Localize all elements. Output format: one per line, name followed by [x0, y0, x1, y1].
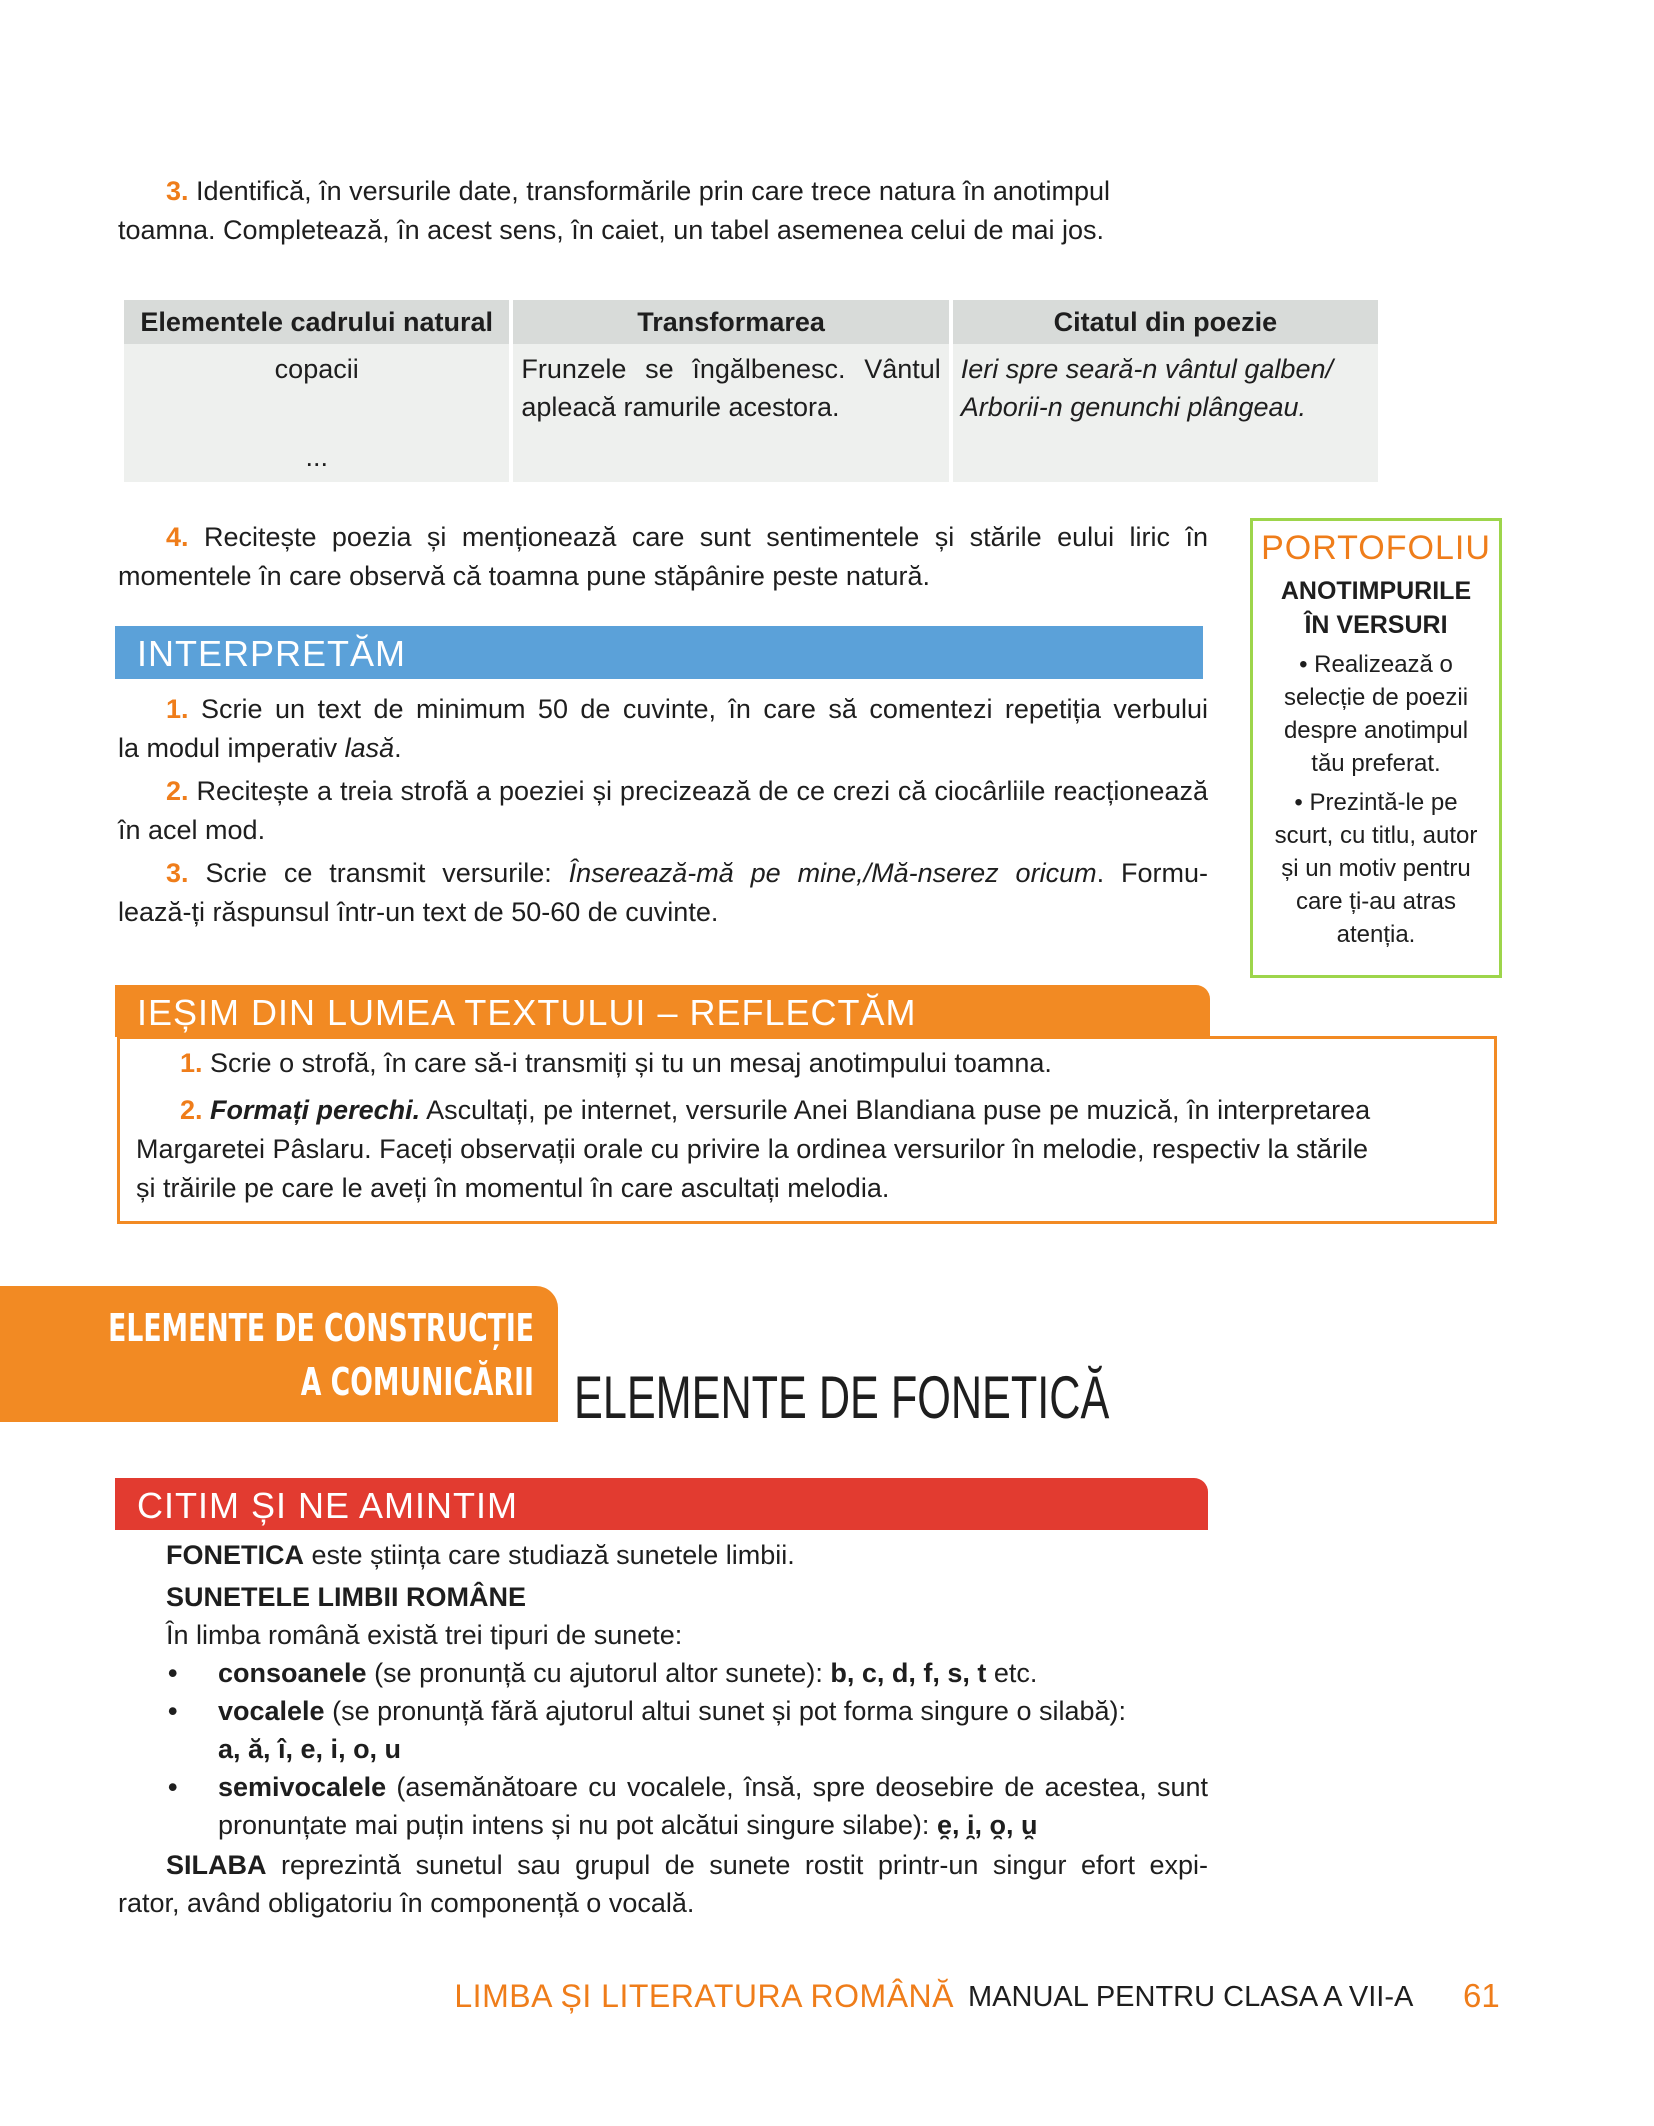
- exercise-number: 3.: [166, 858, 189, 888]
- chapter-title: ELEMENTE DE FONETICĂ: [574, 1364, 1110, 1431]
- exercise-text: Ascultați, pe internet, versurile Anei Blandiana puse pe muzică, în interpretarea: [420, 1095, 1371, 1125]
- portfolio-subtitle: ANOTIMPURILE ÎN VERSURI: [1280, 577, 1472, 639]
- exercise-3: [118, 172, 1208, 250]
- section-title: CITIM ȘI NE AMINTIM: [137, 1485, 519, 1526]
- list-item: • consoanele (se pronunță cu ajutorul altor sunete): b, c, d, f, s, t etc.: [166, 1654, 1208, 1692]
- table-cell: [953, 432, 1378, 482]
- table-row: [124, 344, 1378, 432]
- exercise-number: 2.: [166, 776, 189, 806]
- table-cell: [513, 432, 948, 482]
- exercise-text-line2: Margaretei Pâslaru. Faceți observații orale cu privire la ordinea versurilor în melodie, respectiv la stările: [136, 1134, 1369, 1164]
- exercise-text-line2: în acel mod.: [118, 815, 266, 845]
- intro-text: În limba română există trei tipuri de sunete:: [166, 1620, 683, 1650]
- term-fonetica: FONETICA: [166, 1540, 304, 1570]
- list-item: • semivocalele (asemănătoare cu vocalele, însă, spre deosebire de acestea, sunt pronunțate mai puțin intens și nu pot alcătui singure silabe): e̯, i̯, o̯, u̯: [166, 1768, 1208, 1844]
- emphasis: Formați perechi.: [210, 1095, 421, 1125]
- section-header-interpretam: [115, 626, 1203, 679]
- exercise-text-line2: la modul imperativ lasă.: [118, 733, 402, 763]
- exercise-text-line3: și trăirile pe care le aveți în momentul în care ascultați melodia.: [136, 1173, 890, 1203]
- exercise-number: 4.: [166, 522, 189, 552]
- section-header-reflectam: [115, 985, 1210, 1037]
- section-header-citim: [115, 1478, 1208, 1530]
- footer-manual: MANUAL PENTRU CLASA A VII-A: [968, 1981, 1414, 2013]
- exercise-number: 1.: [166, 694, 189, 724]
- exercise-text-line2: toamna. Completează, în acest sens, în caiet, un tabel asemenea celui de mai jos.: [118, 215, 1105, 245]
- section-title: IEȘIM DIN LUMEA TEXTULUI – REFLECTĂM: [137, 992, 917, 1033]
- page-number: 61: [1463, 1977, 1500, 2014]
- table-header: Citatul din poezie: [953, 300, 1378, 344]
- exercise-text: Scrie un text de minimum 50 de cuvinte, în care să comentezi repetiția verbului: [201, 694, 1208, 724]
- portfolio-item: • Realizează o selecție de poezii despre anotimpul tău preferat.: [1283, 651, 1469, 777]
- portfolio-box: [1250, 518, 1502, 978]
- term-silaba: SILABA: [166, 1850, 267, 1880]
- transformations-table: [120, 300, 1382, 482]
- exercise-text-line2: lează-ți răspunsul într-un text de 50-60 de cuvinte.: [118, 897, 719, 927]
- exercise-4: [118, 518, 1208, 596]
- table-cell: Ieri spre seară-n vântul galben/ Arborii-n genunchi plângeau.: [953, 344, 1378, 432]
- table-cell: ...: [124, 432, 509, 482]
- exercise-text: Identifică, în versurile date, transformările prin care trece natura în anotimpul: [196, 176, 1110, 206]
- chapter-tab-line1: ELEMENTE DE CONSTRUCȚIE: [108, 1306, 534, 1350]
- interpretam-list: 1. Scrie un text de minimum 50 de cuvinte, în care să comentezi repetiția verbului la modul imperativ lasă. 2. Recitește a treia strofă a poeziei și precizează de ce crezi că ciocârliile reacționează în acel mod. 3. Scrie ce transmit versurile: Înserează-mă pe mine,/Mă-nserez oricum. Formu- lează-ți răspunsul într-un text de 50-60 de cuvinte.: [118, 690, 1208, 932]
- sound-types-list: [166, 1654, 1208, 1844]
- chapter-tab: [0, 1286, 558, 1422]
- exercise-number: 3.: [166, 176, 189, 206]
- silaba-line2: rator, având obligatoriu în componență o vocală.: [118, 1888, 695, 1918]
- subheading: SUNETELE LIMBII ROMÂNE: [166, 1582, 527, 1612]
- exercise-text: Recitește a treia strofă a poeziei și precizează de ce crezi că ciocârliile reacționează: [196, 776, 1208, 806]
- table-cell: copacii: [124, 344, 509, 432]
- exercise-text-line2: momentele în care observă că toamna pune stăpânire peste natură.: [118, 561, 930, 591]
- table-row: [124, 432, 1378, 482]
- exercise-number: 1.: [180, 1048, 203, 1078]
- table-header: Transformarea: [513, 300, 948, 344]
- portfolio-item: • Prezintă-le pe scurt, cu titlu, autor și un motiv pentru care ți-au atras atenția.: [1274, 789, 1478, 948]
- list-item: • vocalele (se pronunță fără ajutorul altui sunet și pot forma singure o silabă): a, ă, î, e, i, o, u: [166, 1692, 1208, 1768]
- exercise-number: 2.: [180, 1095, 203, 1125]
- table-header: Elementele cadrului natural: [124, 300, 509, 344]
- table-cell: Frunzele se îngălbenesc. Vântul apleacă ramurile acestora.: [513, 344, 948, 432]
- portfolio-title: PORTOFOLIU: [1261, 529, 1491, 567]
- exercise-text: Recitește poezia și menționează care sunt sentimentele și stările eului liric în: [203, 522, 1208, 552]
- reflectam-list: [136, 1044, 1484, 1208]
- citim-content: FONETICA este știința care studiază sunetele limbii. SUNETELE LIMBII ROMÂNE În limba română există trei tipuri de sunete: • consoanele (se pronunță cu ajutorul altor sunete): b, c, d, f, s, t etc. • vocalele (se pronunță fără ajutorul altui sunet și pot forma singure o silabă): a, ă, î, e, i, o, u • semivocalele (asemănătoare cu vocalele, însă, spre deosebire de acestea, sunt pronunțate mai puțin intens și nu pot alcătui singure silabe): e̯, i̯, o̯, u̯ SILABA reprezintă sunetul sau grupul de sunete rostit printr-un singur efort expi- rator, având obligatoriu în componență o vocală.: [118, 1536, 1208, 1922]
- footer-subject: LIMBA ȘI LITERATURA ROMÂNĂ: [454, 1978, 954, 2014]
- exercise-text: Scrie o strofă, în care să-i transmiți și tu un mesaj anotimpului toamna.: [210, 1048, 1052, 1078]
- chapter-tab-line2: A COMUNICĂRII: [300, 1360, 534, 1404]
- section-title: INTERPRETĂM: [137, 633, 407, 674]
